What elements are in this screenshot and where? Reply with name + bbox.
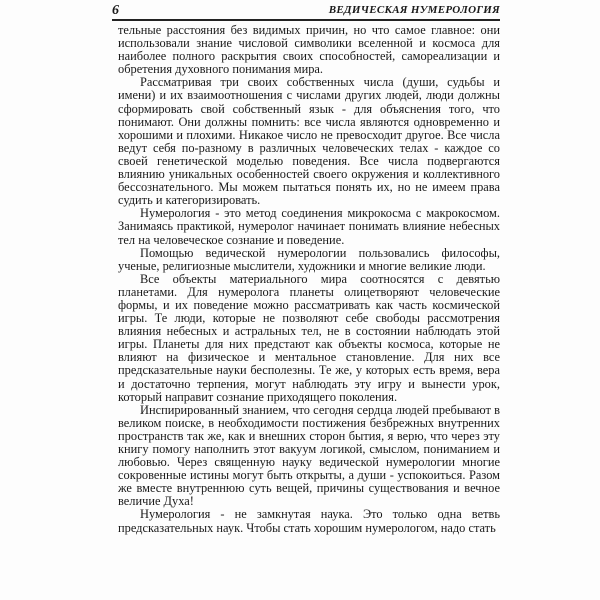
paragraph: Рассматривая три своих собственных числа (души, судьбы и имени) и их взаимоотношения с числами других людей, люди должны сформировать свой собственный язык - для объяснения того, что понимают. Они должны помнить: все числа являются одновременно и хорошими и плохими. Никакое число не превосходит другое. Все числа ведут себя по-разному в различных человеческих телах - каждое со своей генетической моделью поведения. Все числа подвергаются влиянию уникальных особенностей своего окружения и коллективного бессознательного. Мы можем пытаться понять их, но не имеем права судить и категоризировать. <box>118 75 500 208</box>
running-title: ВЕДИЧЕСКАЯ НУМЕРОЛОГИЯ <box>328 4 500 16</box>
page-number: 6 <box>112 3 119 18</box>
page-header <box>112 4 500 18</box>
paragraph: Нумерология - это метод соединения микрокосма с макрокосмом. Занимаясь практикой, нумеролог начинает понимать влияние небесных тел на человеческое сознание и поведение. <box>118 206 500 247</box>
paragraph: Нумерология - не замкнутая наука. Это только одна ветвь предсказательных наук. Чтобы стать хорошим нумерологом, надо стать <box>118 507 500 535</box>
header-rule <box>112 19 500 21</box>
paragraph: тельные расстояния без видимых причин, но что самое главное: они использовали знание числовой символики вселенной и космоса для наиболее полного раскрытия своих способностей, самореализации и обретения духовного понимания мира. <box>118 23 500 77</box>
paragraph: Инспирированный знанием, что сегодня сердца людей пребывают в великом поиске, в необходимости постижения безбрежных внутренних пространств так же, как и внешних сторон бытия, я верю, что через эту книгу помогу наполнить этот вакуум логикой, смыслом, пониманием и любовью. Через священную науку ведической нумерологии многие сокровенные истины могут быть открыты, а души - успокоиться. Разом же вместе внутреннюю суть вещей, причины существования и вечное величие Духа! <box>118 402 500 509</box>
paragraph: Все объекты материального мира соотносятся с девятью планетами. Для нумеролога планеты олицетворяют человеческие формы, и их поведение можно рассматривать как часть космической игры. Те люди, которые не позволяют себе свободы рассмотрения влияния небесных и астральных тел, не в состоянии наблюдать этой игры. Планеты для них предстают как объекты космоса, которые не влияют на физическое и ментальное становление. Для них все предсказательные науки бесполезны. Те же, у которых есть время, вера и достаточно терпения, могут наблюдать эту игру и вынести урок, который направит сознание приходящего поколения. <box>118 271 500 404</box>
body-text <box>118 24 500 535</box>
paragraph: Помощью ведической нумерологии пользовались философы, ученые, религиозные мыслители, художники и многие великие люди. <box>118 245 500 273</box>
